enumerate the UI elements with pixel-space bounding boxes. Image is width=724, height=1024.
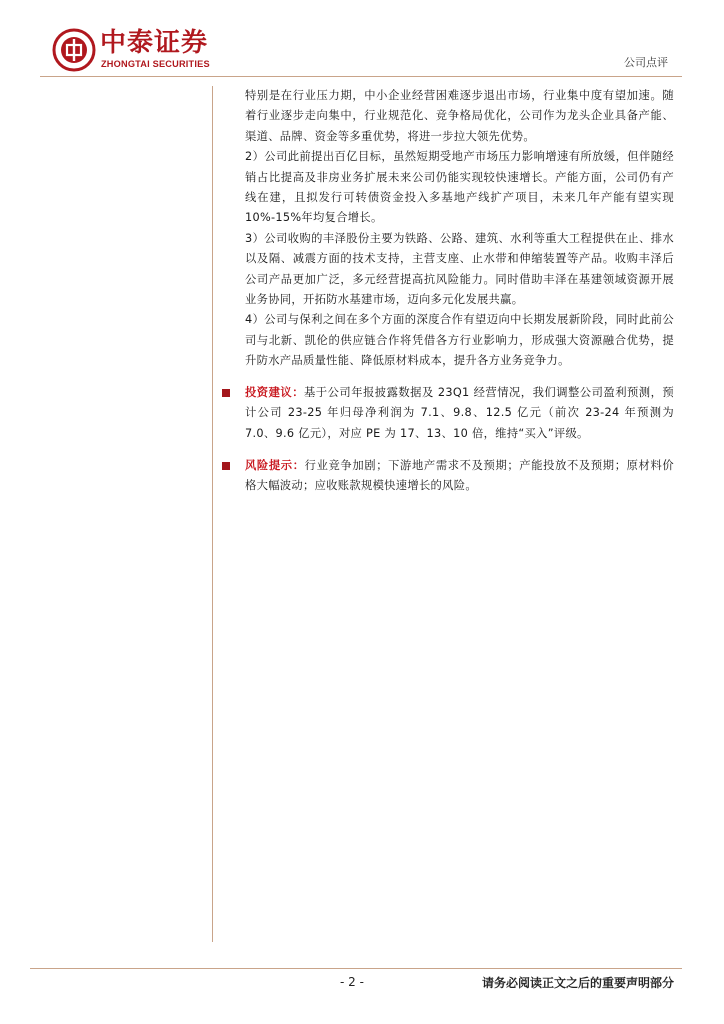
risk-warning (222, 456, 674, 497)
investment-advice-label: 投资建议： (245, 385, 304, 399)
page-number: - 2 - (340, 975, 364, 989)
square-bullet-icon (222, 462, 230, 470)
footer-disclaimer: 请务必阅读正文之后的重要声明部分 (481, 976, 674, 990)
footer-divider (30, 968, 682, 969)
paragraph-target: 2）公司此前提出百亿目标，虽然短期受地产市场压力影响增速有所放缓，但伴随经销占比提高及非房业务扩展未来公司仍能实现较快速增长。产能方面，公司仍有产线在建，且拟发行可转债资金投入多基地产线扩产项目，未来几年产能有望实现 10%-15%年均复合增长。 (245, 150, 674, 225)
square-bullet-icon (222, 389, 230, 397)
risk-warning-label: 风险提示： (245, 458, 305, 472)
risk-warning-text: 行业竞争加剧；下游地产需求不及预期；产能投放不及预期；原材料价格大幅波动；应收账款规模快速增长的风险。 (245, 458, 674, 492)
investment-advice (222, 383, 674, 444)
report-body (222, 86, 674, 508)
paragraph-acquisition: 3）公司收购的丰泽股份主要为铁路、公路、建筑、水利等重大工程提供在止、排水以及隔、减震方面的技术支持，主营支座、止水带和伸缩装置等产品。收购丰泽后公司产品更加广泛，多元经营提高抗风险能力。同时借助丰泽在基建领域资源开展业务协同，开拓防水基建市场，迈向多元化发展共赢。 (245, 231, 674, 307)
document-type: 公司点评 (624, 56, 668, 69)
zhongtai-logo-icon (52, 28, 96, 72)
header-divider (40, 76, 682, 77)
brand-name-cn: 中泰证券 (100, 28, 209, 58)
margin-divider (212, 86, 213, 942)
page-header (0, 0, 724, 80)
paragraph-industry: 特别是在行业压力期，中小企业经营困难逐步退出市场，行业集中度有望加速。随着行业逐步走向集中，行业规范化、竞争格局优化，公司作为龙头企业具备产能、渠道、品牌、资金等多重优势，将进一步拉大领先优势。 (245, 89, 674, 143)
investment-advice-text: 基于公司年报披露数据及 23Q1 经营情况，我们调整公司盈利预测，预计公司 23-25 年归母净利润为 7.1、9.8、12.5 亿元（前次 23-24 年预测为 7.0、9.6 亿元），对应 PE 为 17、13、10 倍，维持“买入”评级。 (245, 385, 674, 440)
brand-name-en: ZHONGTAI SECURITIES (101, 59, 210, 69)
paragraph-cooperation: 4）公司与保利之间在多个方面的深度合作有望迈向中长期发展新阶段，同时此前公司与北新、凯伦的供应链合作将凭借各方行业影响力，形成强大资源融合优势，提升防水产品质量性能、降低原材料成本，提升各方业务竞争力。 (245, 313, 674, 368)
